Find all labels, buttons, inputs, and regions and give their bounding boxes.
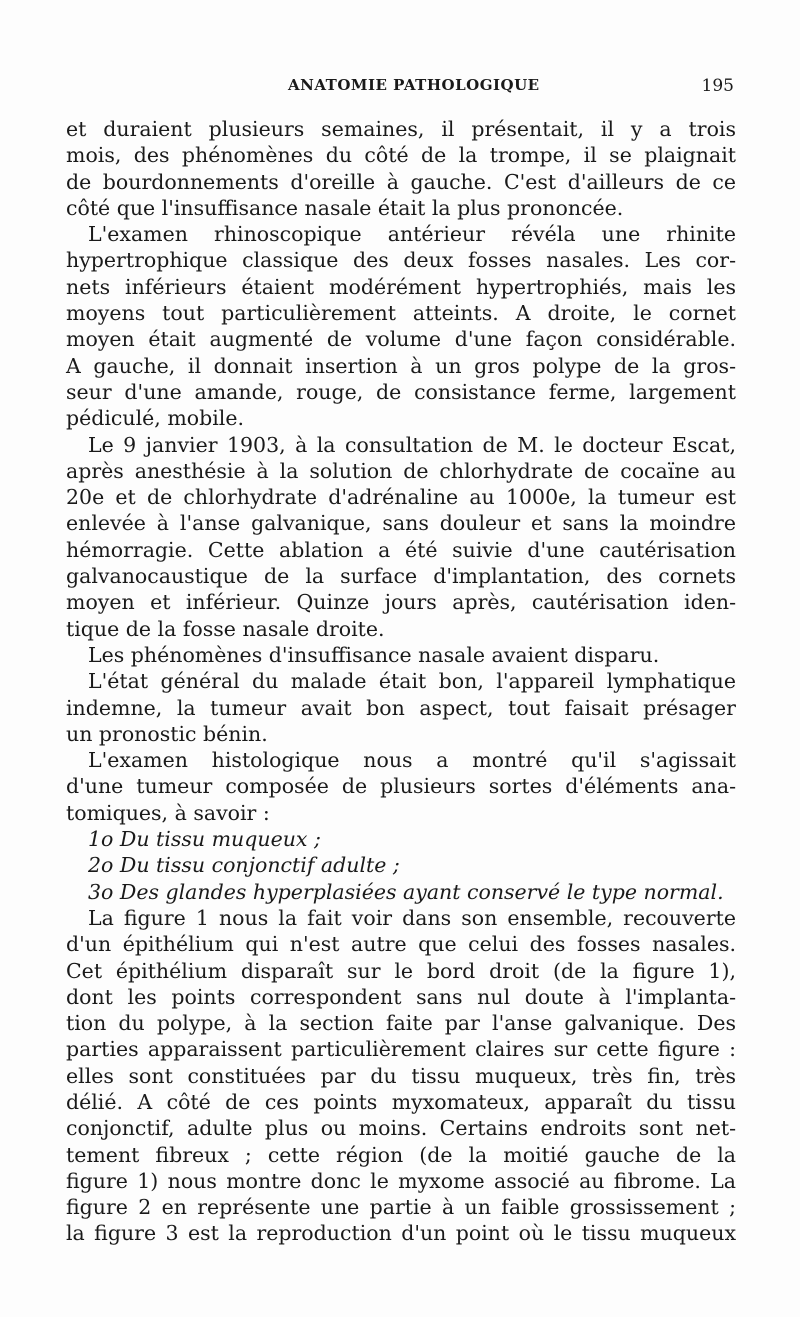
text-line: 20e et de chlorhydrate d'adrénaline au 1000e, la tumeur est — [66, 485, 736, 510]
text-line: dont les points correspondent sans nul doute à l'implanta- — [66, 984, 736, 1009]
text-line: enlevée à l'anse galvanique, sans douleur et sans la moindre — [66, 511, 736, 536]
text-line: tique de la fosse nasale droite. — [66, 616, 385, 641]
text-line: moyen et inférieur. Quinze jours après, cautérisation iden- — [66, 590, 736, 615]
text-line: mois, des phénomènes du côté de la trompe, il se plaignait — [66, 143, 736, 168]
text-line: indemne, la tumeur avait bon aspect, tout faisait présager — [66, 695, 736, 720]
text-line: côté que l'insuffisance nasale était la plus prononcée. — [66, 195, 624, 220]
text-line: la figure 3 est la reproduction d'un point où le tissu muqueux — [66, 1221, 736, 1246]
text-line: hémorragie. Cette ablation a été suivie d'une cautérisation — [66, 537, 736, 562]
text-line: conjonctif, adulte plus ou moins. Certains endroits sont net- — [66, 1116, 736, 1141]
text-line: après anesthésie à la solution de chlorhydrate de cocaïne au — [66, 458, 736, 483]
text-line: d'une tumeur composée de plusieurs sortes d'éléments ana- — [66, 774, 736, 799]
list-item: 1o Du tissu muqueux ; — [88, 827, 321, 852]
text-line: L'examen rhinoscopique antérieur révéla une rhinite — [88, 222, 736, 247]
text-line: A gauche, il donnait insertion à un gros polype de la gros- — [66, 353, 736, 378]
body-text — [66, 116, 736, 1247]
text-line: La figure 1 nous la fait voir dans son ensemble, recouverte — [88, 905, 736, 930]
text-line: elles sont constituées par du tissu muqueux, très fin, très — [66, 1063, 736, 1088]
text-line: d'un épithélium qui n'est autre que celui des fosses nasales. — [66, 932, 736, 957]
text-line: délié. A côté de ces points myxomateux, apparaît du tissu — [66, 1089, 736, 1114]
page-number: 195 — [701, 76, 734, 96]
running-head: ANATOMIE PATHOLOGIQUE — [288, 76, 540, 94]
text-line: parties apparaissent particulièrement claires sur cette figure : — [66, 1037, 736, 1062]
text-line: seur d'une amande, rouge, de consistance ferme, largement — [66, 379, 736, 404]
text-line: Cet épithélium disparaît sur le bord droit (de la figure 1), — [66, 958, 736, 983]
text-line: L'état général du malade était bon, l'appareil lymphatique — [88, 669, 736, 694]
text-line: un pronostic bénin. — [66, 721, 268, 746]
text-line: L'examen histologique nous a montré qu'il s'agissait — [88, 748, 736, 773]
text-line: moyen était augmenté de volume d'une façon considérable. — [66, 327, 736, 352]
text-line: et duraient plusieurs semaines, il présentait, il y a trois — [66, 117, 736, 141]
text-line: nets inférieurs étaient modérément hypertrophiés, mais les — [66, 274, 736, 299]
text-line: de bourdonnements d'oreille à gauche. C'est d'ailleurs de ce — [66, 169, 736, 194]
text-line: figure 1) nous montre donc le myxome associé au fibrome. La — [66, 1168, 736, 1193]
text-line: tomiques, à savoir : — [66, 800, 270, 825]
text-line: figure 2 en représente une partie à un faible grossissement ; — [66, 1195, 736, 1220]
text-line: galvanocaustique de la surface d'implantation, des cornets — [66, 564, 736, 589]
text-line: tement fibreux ; cette région (de la moitié gauche de la — [66, 1142, 736, 1167]
page-header — [66, 76, 734, 100]
text-line: Le 9 janvier 1903, à la consultation de M. le docteur Escat, — [88, 432, 736, 457]
text-line: hypertrophique classique des deux fosses nasales. Les cor- — [66, 248, 736, 273]
text-line: moyens tout particulièrement atteints. A droite, le cornet — [66, 301, 736, 326]
list-item: 2o Du tissu conjonctif adulte ; — [88, 853, 400, 878]
text-line: tion du polype, à la section faite par l'anse galvanique. Des — [66, 1011, 736, 1036]
text-line: Les phénomènes d'insuffisance nasale avaient disparu. — [88, 642, 660, 667]
list-item: 3o Des glandes hyperplasiées ayant conservé le type normal. — [88, 879, 724, 904]
text-line: pédiculé, mobile. — [66, 406, 245, 431]
